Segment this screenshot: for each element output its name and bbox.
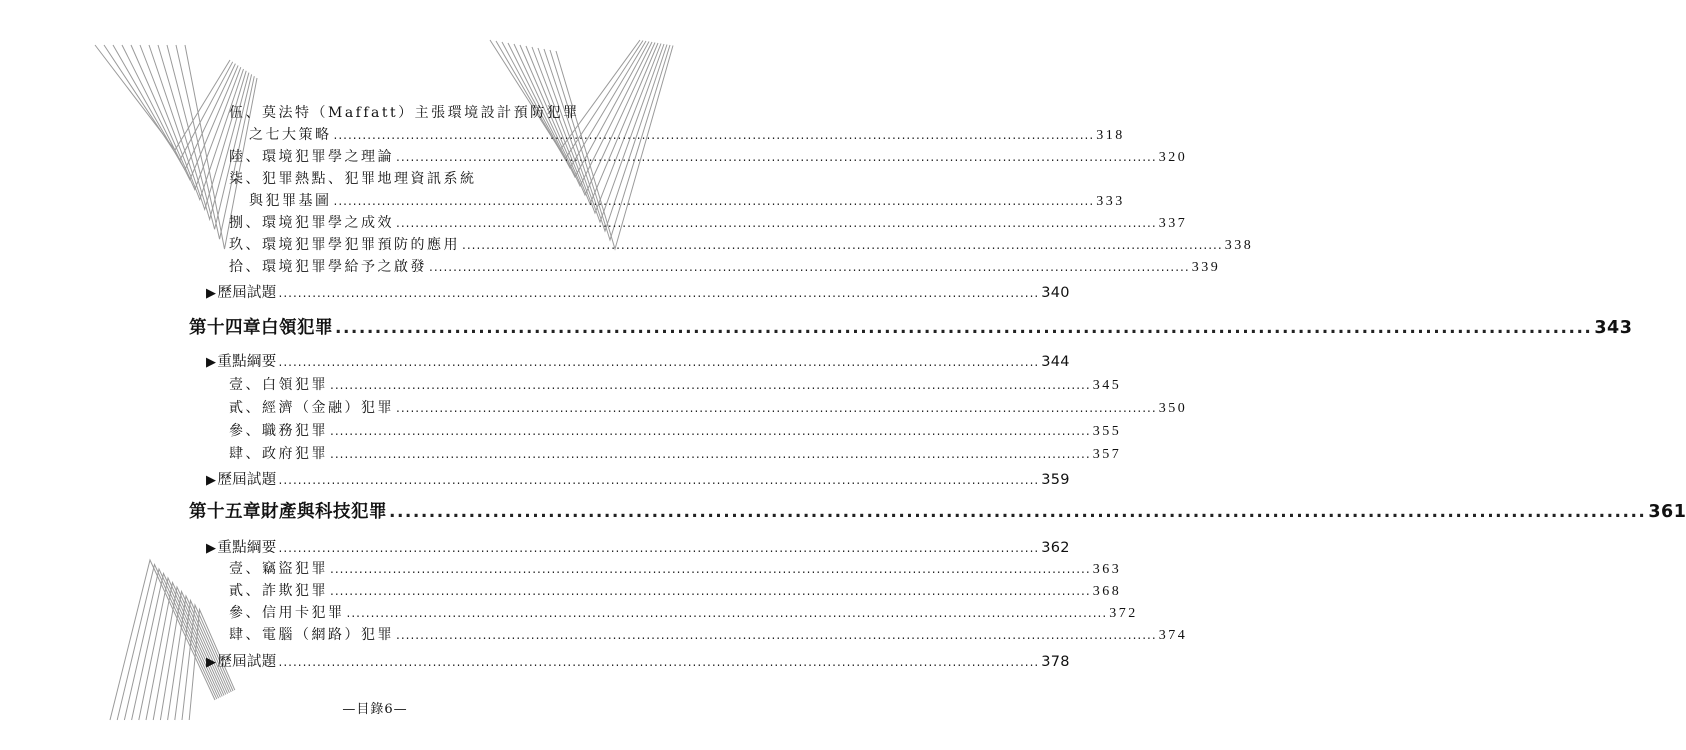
dot-leader: .............................................................................................................................................................. (330, 447, 1091, 461)
entry-page: 357 (1092, 447, 1122, 462)
arrow-icon: ▶ (206, 473, 217, 488)
chapter-number: 第十五章 (189, 502, 261, 522)
toc-entry[interactable] (229, 580, 1122, 600)
dot-leader: .............................................................................................................................................................. (396, 401, 1157, 415)
dot-leader: .............................................................................................................................................................. (278, 541, 1040, 555)
entry-title: 歷屆試題 (217, 285, 277, 301)
toc-entry[interactable] (229, 234, 1254, 254)
dot-leader: .............................................................................................................................................................. (396, 216, 1157, 230)
toc-entry-past-exams[interactable] (206, 281, 1070, 302)
toc-entry[interactable] (229, 602, 1138, 622)
toc-entry[interactable] (229, 624, 1188, 644)
toc-entry-key-points[interactable] (206, 536, 1070, 557)
entry-title: 重點綱要 (217, 540, 277, 556)
entry-page: 333 (1096, 194, 1125, 209)
entry-page: 372 (1109, 606, 1138, 621)
arrow-icon: ▶ (206, 655, 217, 670)
entry-page: 362 (1041, 540, 1070, 556)
toc-entry-key-points[interactable] (206, 350, 1070, 371)
entry-page: 378 (1041, 654, 1070, 670)
entry-page: 374 (1158, 628, 1188, 643)
chapter-page: 343 (1594, 318, 1633, 338)
entry-title: 歷屆試題 (217, 472, 277, 488)
toc-chapter-15[interactable] (189, 498, 1686, 523)
dot-leader: .............................................................................................................................................................. (330, 378, 1091, 392)
entry-title: 壹、竊盜犯罪 (229, 561, 328, 577)
toc-entry[interactable] (229, 420, 1122, 440)
toc-entry[interactable] (229, 168, 569, 188)
arrow-icon: ▶ (206, 541, 217, 556)
chapter-number: 第十四章 (189, 318, 261, 338)
entry-title: 伍、莫法特（Maffatt）主張環境設計預防犯罪 (229, 105, 580, 121)
entry-page: 355 (1092, 424, 1122, 439)
entry-page: 368 (1092, 584, 1122, 599)
page-footer: —目錄6— (342, 702, 408, 717)
entry-title: 柒、犯罪熱點、犯罪地理資訊系統 (229, 171, 477, 187)
entry-title: 肆、電腦（網路）犯罪 (229, 627, 394, 643)
dot-leader: .............................................................................................................................................................. (333, 194, 1095, 208)
entry-page: 339 (1191, 260, 1221, 275)
dot-leader: .............................................................................................................................................................. (278, 286, 1040, 300)
entry-title: 之七大策略 (249, 127, 332, 143)
dot-leader: .............................................................................................................................................................. (278, 655, 1040, 669)
toc-entry[interactable] (249, 190, 1125, 210)
toc-entry[interactable] (229, 374, 1122, 394)
entry-page: 345 (1092, 378, 1122, 393)
entry-page: 318 (1096, 128, 1125, 143)
dot-leader: .............................................................................................................................................................. (389, 502, 1647, 522)
toc-entry[interactable] (229, 256, 1221, 276)
entry-title: 貳、經濟（金融）犯罪 (229, 400, 394, 416)
dot-leader: .............................................................................................................................................................. (330, 424, 1091, 438)
dot-leader: .............................................................................................................................................................. (429, 260, 1190, 274)
dot-leader: .............................................................................................................................................................. (346, 606, 1108, 620)
toc-entry[interactable] (229, 146, 1188, 166)
toc-entry[interactable] (229, 558, 1122, 578)
chapter-title: 財產與科技犯罪 (261, 502, 387, 522)
entry-page: 338 (1224, 238, 1254, 253)
toc-entry[interactable] (229, 212, 1188, 232)
dot-leader: .............................................................................................................................................................. (396, 628, 1157, 642)
toc-entry[interactable] (249, 124, 1125, 144)
entry-title: 歷屆試題 (217, 654, 277, 670)
dot-leader: .............................................................................................................................................................. (462, 238, 1223, 252)
entry-title: 重點綱要 (217, 354, 277, 370)
arrow-icon: ▶ (206, 286, 217, 301)
entry-page: 320 (1158, 150, 1188, 165)
entry-title: 捌、環境犯罪學之成效 (229, 215, 394, 231)
entry-title: 與犯罪基圖 (249, 193, 332, 209)
entry-title: 參、職務犯罪 (229, 423, 328, 439)
entry-page: 337 (1158, 216, 1188, 231)
dot-leader: .............................................................................................................................................................. (335, 318, 1593, 338)
chapter-title: 白領犯罪 (261, 318, 333, 338)
entry-page: 340 (1041, 285, 1070, 301)
entry-title: 玖、環境犯罪學犯罪預防的應用 (229, 237, 460, 253)
dot-leader: .............................................................................................................................................................. (278, 473, 1040, 487)
toc-entry[interactable] (229, 397, 1188, 417)
arrow-icon: ▶ (206, 355, 217, 370)
toc-entry[interactable] (229, 102, 580, 122)
dot-leader: .............................................................................................................................................................. (330, 562, 1091, 576)
entry-title: 拾、環境犯罪學給予之啟發 (229, 259, 427, 275)
toc-entry[interactable] (229, 443, 1122, 463)
entry-page: 344 (1041, 354, 1070, 370)
entry-title: 陸、環境犯罪學之理論 (229, 149, 394, 165)
dot-leader: .............................................................................................................................................................. (330, 584, 1091, 598)
entry-title: 參、信用卡犯罪 (229, 605, 345, 621)
dot-leader: .............................................................................................................................................................. (333, 128, 1095, 142)
dot-leader: .............................................................................................................................................................. (396, 150, 1157, 164)
toc-entry-past-exams[interactable] (206, 468, 1070, 489)
entry-title: 壹、白領犯罪 (229, 377, 328, 393)
toc-entry-past-exams[interactable] (206, 650, 1070, 671)
entry-page: 363 (1092, 562, 1122, 577)
entry-title: 肆、政府犯罪 (229, 446, 328, 462)
toc-chapter-14[interactable] (189, 314, 1633, 339)
dot-leader: .............................................................................................................................................................. (278, 355, 1040, 369)
chapter-page: 361 (1648, 502, 1686, 522)
entry-page: 350 (1158, 401, 1188, 416)
entry-page: 359 (1041, 472, 1070, 488)
entry-title: 貳、詐欺犯罪 (229, 583, 328, 599)
